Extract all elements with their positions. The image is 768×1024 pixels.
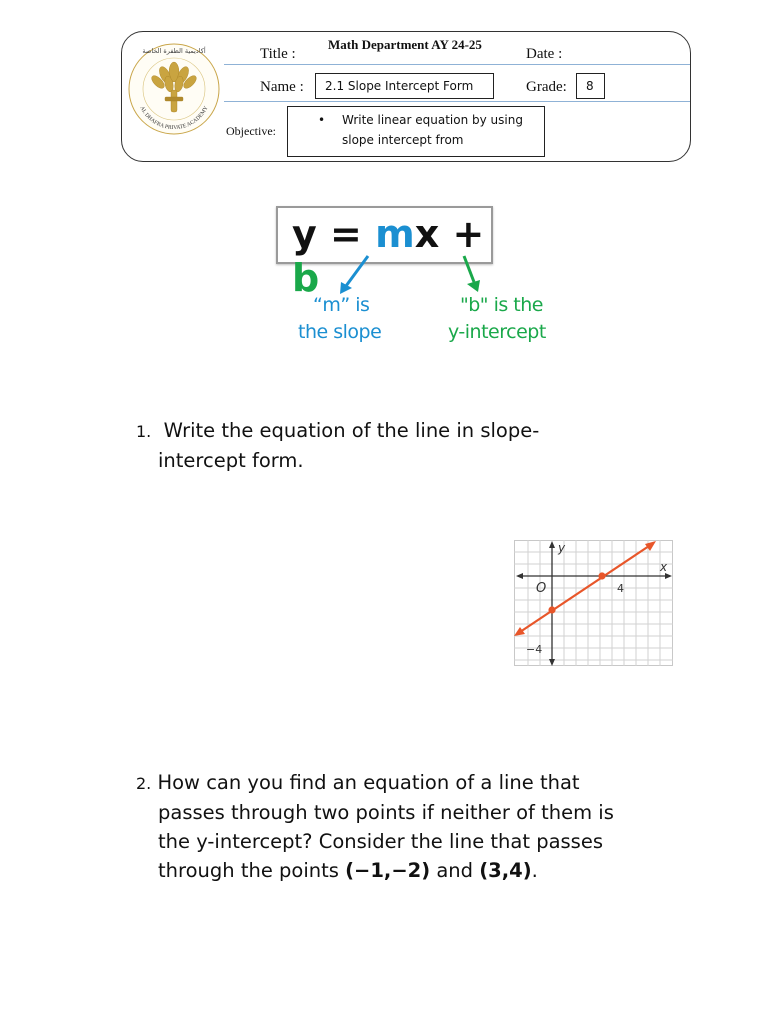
question-1-number: 1. [136, 422, 152, 441]
b-note-line-1: "b" is the [460, 294, 543, 316]
intercept-arrow [464, 256, 474, 282]
y-intercept-point [548, 606, 555, 613]
m-note-line-1: “m” is [313, 294, 370, 316]
grade-field[interactable]: 8 [576, 73, 605, 99]
formula-plus: + [439, 212, 485, 256]
question-2-line-3: the y-intercept? Consider the line that passes [158, 830, 603, 853]
question-2-line-4-text: through the points [158, 859, 346, 882]
department-title: Math Department AY 24-25 [328, 37, 482, 52]
question-1-line-1: Write the equation of the line in slope- [163, 419, 540, 442]
date-label: Date : [526, 46, 563, 62]
logo-english-text: AL DHAFRA PRIVATE ACADEMY [138, 105, 210, 132]
header-rule-1 [224, 64, 690, 65]
objective-label: Objective: [226, 124, 276, 138]
and-text: and [430, 859, 480, 882]
question-2-line-4 [136, 856, 696, 885]
objective-box[interactable] [287, 106, 545, 157]
formula-m: m [375, 212, 415, 256]
line-graph [514, 540, 674, 668]
period: . [531, 859, 538, 882]
slope-arrow [346, 256, 368, 286]
formula-b: b [292, 256, 320, 300]
objective-line-1: Write linear equation by using [342, 113, 523, 127]
formula-y: y [292, 212, 317, 256]
formula-x: x [414, 212, 440, 256]
x-axis-label: x [660, 560, 668, 574]
origin-label: O [536, 581, 547, 596]
name-label: Name : [260, 79, 304, 95]
question-2-number: 2. [136, 774, 152, 793]
point-2: (3,4) [479, 859, 532, 882]
logo-arabic-text: أكاديمية الظفرة الخاصة [142, 47, 206, 55]
grade-label: Grade: [526, 79, 567, 95]
question-2-line-2: passes through two points if neither of them is [158, 801, 614, 824]
x-intercept-point [598, 572, 605, 579]
question-1 [136, 416, 656, 475]
academy-logo [127, 42, 221, 136]
y-tick-label: −4 [526, 643, 543, 656]
objective-line-2: slope intercept from [342, 133, 464, 147]
header-rule-2 [224, 101, 690, 102]
formula-arrows [330, 250, 490, 300]
name-field[interactable]: 2.1 Slope Intercept Form [315, 73, 494, 99]
x-tick-label: 4 [617, 582, 624, 595]
point-1: (−1,−2) [345, 859, 431, 882]
question-2-line-1: How can you find an equation of a line that [157, 771, 580, 794]
b-note-line-2: y-intercept [448, 321, 546, 343]
objective-bullet: • [318, 113, 326, 127]
m-note-line-2: the slope [298, 321, 382, 343]
question-1-line-2: intercept form. [158, 449, 304, 472]
formula-equals: = [316, 212, 376, 256]
y-axis-label: y [558, 541, 566, 555]
question-2 [136, 768, 696, 885]
title-label: Title : [260, 46, 296, 62]
